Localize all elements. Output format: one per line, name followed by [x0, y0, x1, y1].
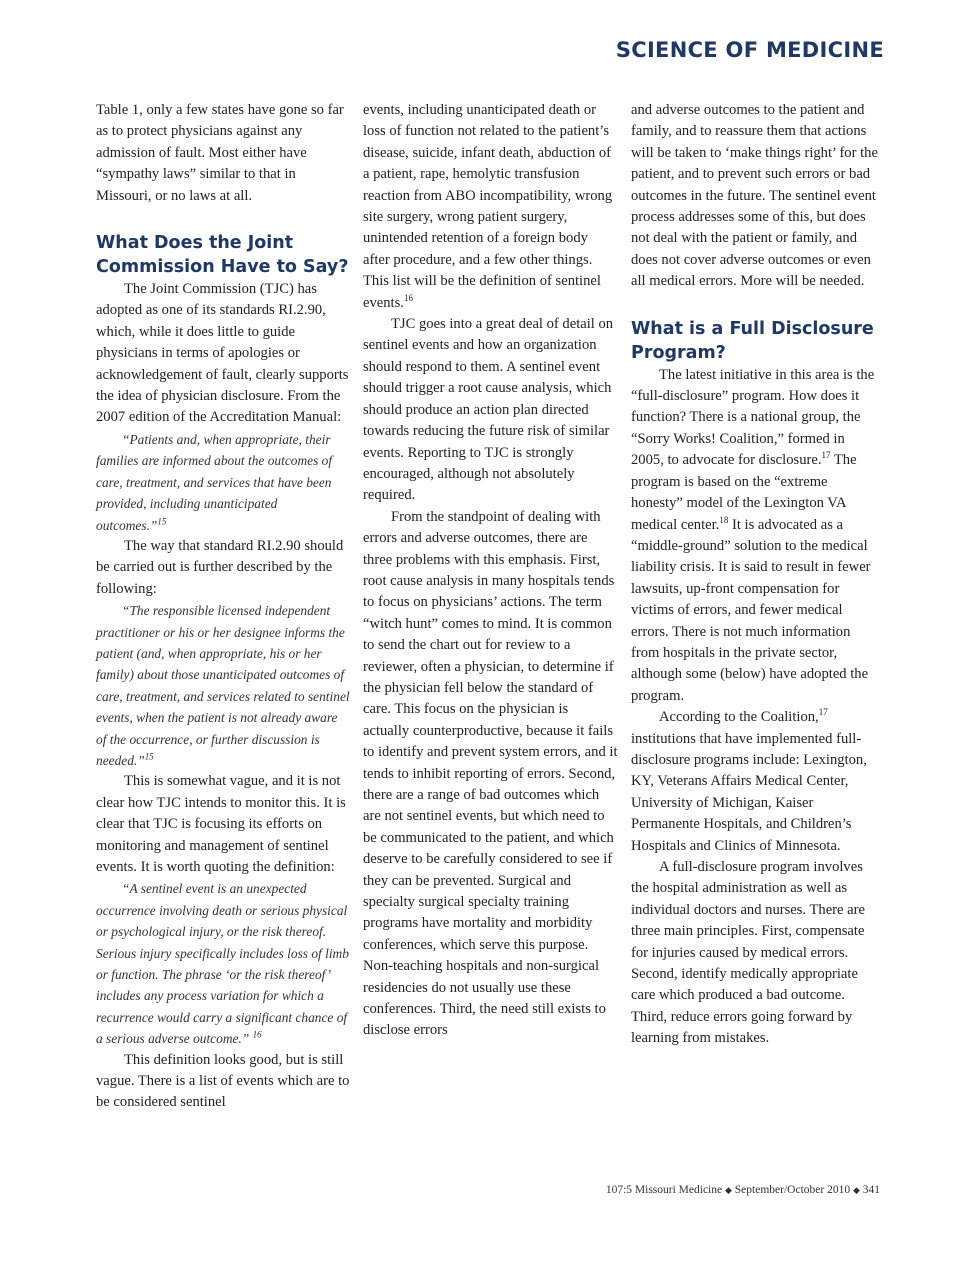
paragraph [631, 365, 881, 708]
paragraph-text: It is advocated as a “middle-ground” solution to the medical liability crisis. It is said to result in fewer lawsuits, up-front compensation for victims of errors, and fewer medical errors. There is not much information from hospitals in the private sector, although some (below) have adopted the program. [631, 516, 871, 704]
section-header: SCIENCE OF MEDICINE [615, 38, 884, 62]
quote [96, 878, 351, 1049]
citation: 16 [252, 1029, 262, 1040]
column-1 [96, 100, 351, 1114]
page-number: 341 [862, 1184, 880, 1196]
subheading-full-disclosure: What is a Full Disclosure Program? [631, 318, 874, 363]
citation: 17 [821, 450, 831, 461]
citation: 18 [719, 514, 729, 525]
paragraph [363, 100, 618, 314]
citation: 17 [818, 707, 828, 718]
paragraph: The Joint Commission (TJC) has adopted as one of its standards RI.2.90, which, while it does little to guide physicians in terms of apologies or acknowledgement of fault, clearly supports the idea of physician disclosure. From the 2007 edition of the Accreditation Manual: [96, 281, 349, 426]
paragraph: and adverse outcomes to the patient and family, and to reassure them that actions will be taken to ‘make things right’ for the patient, and to prevent such errors or bad outcomes in the future. The sentinel event process addresses some of this, but does not deal with the patient or family, and does not cover adverse outcomes or even all medical errors. More will be needed. [631, 102, 878, 290]
citation: 15 [157, 516, 167, 527]
footer-separator: ◆ [852, 1185, 860, 1195]
page-footer [606, 1184, 880, 1196]
paragraph [631, 707, 881, 857]
paragraph: This is somewhat vague, and it is not clear how TJC intends to monitor this. It is clear that TJC is focusing its efforts on monitoring and management of sentinel events. It is worth quoting the definition: [96, 773, 346, 875]
paragraph-text: events, including unanticipated death or loss of function not related to the patient’s disease, suicide, infant death, abduction of a patient, rape, hemolytic transfusion reaction from ABO incompatibility, wrong site surgery, wrong patient surgery, unintended retention of a foreign body after procedure, and a few other things. This list will be the definition of sentinel events. [363, 102, 613, 311]
paragraph: Table 1, only a few states have gone so far as to protect physicians against any admission of fault. Most either have “sympathy laws” similar to that in Missouri, or no laws at all. [96, 102, 344, 204]
quote [96, 429, 351, 536]
citation: 15 [144, 751, 154, 762]
quote [96, 600, 351, 771]
paragraph-text: According to the Coalition, [659, 709, 819, 726]
quote-text: “A sentinel event is an unexpected occurrence involving death or serious physical or psychological injury, or the risk thereof. Serious injury specifically includes loss of limb or function. The phrase ‘or the risk thereof’ includes any process variation for which a recurrence would carry a significant chance of a serious adverse outcome.” [96, 881, 349, 1047]
footer-date: September/October 2010 [734, 1184, 851, 1196]
quote-text: “The responsible licensed independent practitioner or his or her designee informs the patient (and, when appropriate, his or her family) about those unanticipated outcomes of care, treatment, and services related to sentinel events, when the patient is not already aware of the occurrence, or further discussion is needed.” [96, 603, 350, 768]
footer-separator: ◆ [724, 1185, 732, 1195]
citation: 16 [403, 292, 413, 303]
paragraph: A full-disclosure program involves the hospital administration as well as individual doctors and nurses. There are three main principles. First, compensate for injuries caused by medical errors. Second, identify medically appropriate care which produced a bad outcome. Third, reduce errors going forward by learning from mistakes. [631, 859, 865, 1047]
quote-text: “Patients and, when appropriate, their families are informed about the outcomes of care, treatment, and services that have been provided, including unanticipated outcomes.” [96, 431, 333, 533]
paragraph: From the standpoint of dealing with errors and adverse outcomes, there are three problems with this emphasis. First, root cause analysis in many hospitals tends to focus on physicians’ actions. The term “witch hunt” comes to mind. It is common to send the chart out for review to a reviewer, often a physician, to determine if the physician fell below the standard of care. This focus on the physician is actually counterproductive, because it fails to identify and prevent system errors, and it tends to inhibit reporting of errors. Second, there are a range of bad outcomes which are not sentinel events, but which need to be communicated to the patient, and which deserve to be carefully considered to see if they can be prevented. Surgical and specialty surgical specialty training programs have mortality and morbidity conferences, which serve this purpose. Non-teaching hospitals and non-surgical residencies do not usually use these conferences. Third, the need still exists to disclose errors [363, 508, 618, 1039]
footer-issue: 107:5 Missouri Medicine [605, 1184, 723, 1196]
paragraph: TJC goes into a great deal of detail on sentinel events and how an organization should respond to them. A sentinel event should trigger a root cause analysis, which should produce an action plan directed towards reducing the future risk of similar events. Reporting to TJC is strongly encouraged, although not absolutely required. [363, 316, 614, 504]
column-3 [631, 100, 881, 1050]
paragraph-text: The latest initiative in this area is the “full-disclosure” program. How does it function? There is a national group, the “Sorry Works! Coalition,” formed in 2005, to advocate for disclosure. [631, 366, 875, 469]
paragraph: This definition looks good, but is still vague. There is a list of events which are to be considered sentinel [96, 1051, 350, 1111]
paragraph-text: institutions that have implemented full-disclosure programs include: Lexington, KY, Veterans Affairs Medical Center, University of Michigan, Kaiser Permanente Hospitals, and Children’s Hospitals and Clinics of Minnesota. [631, 730, 867, 854]
column-2 [363, 100, 618, 1042]
subheading-joint-commission: What Does the Joint Commission Have to Say? [96, 233, 349, 278]
paragraph-text: The program is based on the “extreme honesty” model of the Lexington VA medical center. [631, 452, 857, 533]
paragraph: The way that standard RI.2.90 should be carried out is further described by the following: [96, 537, 344, 597]
